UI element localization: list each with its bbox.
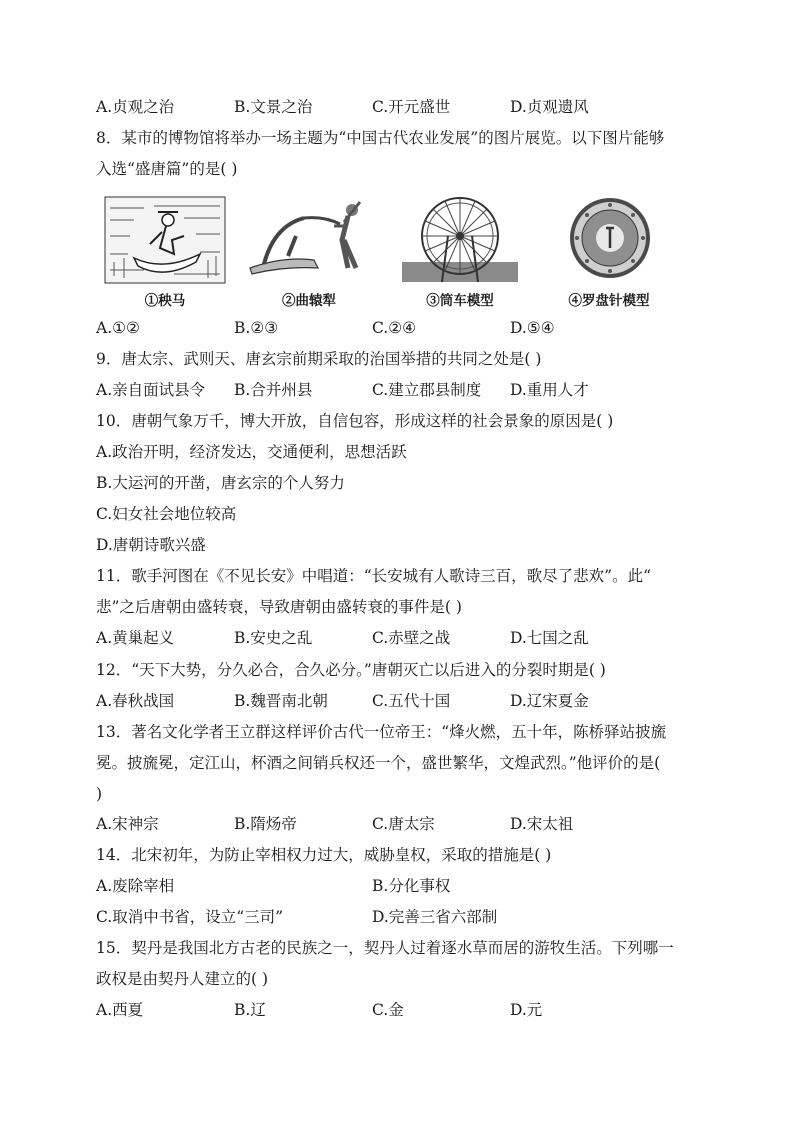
q7-options (96, 97, 716, 117)
question-11-text-cont: 悲”之后唐朝由盛转衰，导致唐朝由盛转衰的事件是( ) (96, 598, 462, 616)
figure-compass (548, 196, 678, 308)
option-b[interactable]: B.文景之治 (234, 98, 313, 116)
caption-curved-plow: ②曲辕犁 (282, 293, 336, 309)
option-c[interactable]: C.开元盛世 (372, 98, 451, 116)
option-b[interactable]: B.安史之乱 (234, 629, 313, 647)
question-8-text: 8．某市的博物馆将举办一场主题为“中国古代农业发展”的图片展览。以下图片能够 (96, 129, 665, 147)
q13-options (96, 814, 716, 834)
question-11-text: 11．歌手河图在《不见长安》中唱道：“长安城有人歌诗三百，歌尽了悲欢”。此“ (96, 567, 651, 585)
q11-options (96, 628, 716, 648)
option-c[interactable]: C.五代十国 (372, 692, 451, 710)
option-d[interactable]: D.贞观遗风 (510, 98, 589, 116)
option-a[interactable]: A.西夏 (96, 1001, 144, 1019)
compass-icon (548, 196, 672, 284)
option-a[interactable]: A.政治开明，经济发达，交通便利，思想活跃 (96, 443, 407, 461)
option-a[interactable]: A.贞观之治 (96, 98, 175, 116)
question-10-text: 10．唐朝气象万千，博大开放，自信包容，形成这样的社会景象的原因是( ) (96, 412, 614, 430)
option-a[interactable]: A.亲自面试县令 (96, 381, 206, 399)
figure-curved-plow (244, 196, 374, 308)
q9-options (96, 380, 716, 400)
option-d[interactable]: D.完善三省六部制 (372, 908, 498, 926)
option-a[interactable]: A.春秋战国 (96, 692, 175, 710)
question-14-text: 14．北宋初年，为防止宰相权力过大，威胁皇权，采取的措施是( ) (96, 846, 552, 864)
option-d[interactable]: D.唐朝诗歌兴盛 (96, 536, 206, 554)
option-b[interactable]: B.辽 (234, 1001, 266, 1019)
option-c[interactable]: C.妇女社会地位较高 (96, 505, 237, 523)
question-15-text-cont: 政权是由契丹人建立的( ) (96, 970, 269, 988)
option-d[interactable]: D.宋太祖 (510, 815, 574, 833)
option-b[interactable]: B.分化事权 (372, 877, 451, 895)
option-b[interactable]: B.隋炀帝 (234, 815, 297, 833)
question-13-text-cont: 冕。披旒冕，定江山，杯酒之间销兵权还一个，盛世繁华，文煌武烈。”他评价的是( (96, 754, 661, 772)
option-a[interactable]: A.黄巢起义 (96, 629, 175, 647)
caption-yangma: ①秧马 (144, 293, 186, 309)
option-a[interactable]: A.废除宰相 (96, 877, 175, 895)
option-b[interactable]: B.②③ (234, 319, 279, 337)
option-c[interactable]: C.取消中书省，设立“三司” (96, 908, 284, 926)
caption-waterwheel: ③筒车模型 (426, 293, 494, 309)
curved-plow-icon (244, 196, 374, 284)
option-d[interactable]: D.辽宋夏金 (510, 692, 589, 710)
option-c[interactable]: C.②④ (372, 319, 417, 337)
option-b[interactable]: B.合并州县 (234, 381, 313, 399)
q12-options (96, 691, 716, 711)
caption-compass: ④罗盘针模型 (568, 293, 650, 309)
q14-options-row1 (96, 876, 716, 896)
q8-options (96, 318, 716, 338)
option-a[interactable]: A.宋神宗 (96, 815, 159, 833)
option-a[interactable]: A.①② (96, 319, 140, 337)
option-c[interactable]: C.建立郡县制度 (372, 381, 482, 399)
q14-options-row2 (96, 907, 716, 927)
q8-figures (96, 196, 656, 308)
question-13-text: 13．著名文化学者王立群这样评价古代一位帝王：“烽火燃，五十年，陈桥驿站披旒 (96, 723, 667, 741)
q15-options (96, 1000, 716, 1020)
waterwheel-icon (398, 196, 522, 284)
question-15-text: 15．契丹是我国北方古老的民族之一，契丹人过着逐水草而居的游牧生活。下列哪一 (96, 939, 674, 957)
option-b[interactable]: B.大运河的开凿，唐玄宗的个人努力 (96, 474, 345, 492)
figure-waterwheel (398, 196, 528, 308)
question-12-text: 12．“天下大势，分久必合，合久必分。”唐朝灭亡以后进入的分裂时期是( ) (96, 661, 606, 679)
option-d[interactable]: D.元 (510, 1001, 543, 1019)
option-d[interactable]: D.重用人才 (510, 381, 589, 399)
yangma-icon (104, 196, 226, 284)
option-b[interactable]: B.魏晋南北朝 (234, 692, 328, 710)
option-d[interactable]: D.⑤④ (510, 319, 555, 337)
question-9-text: 9．唐太宗、武则天、唐玄宗前期采取的治国举措的共同之处是( ) (96, 350, 542, 368)
option-d[interactable]: D.七国之乱 (510, 629, 589, 647)
option-c[interactable]: C.金 (372, 1001, 404, 1019)
figure-yangma (104, 196, 234, 308)
question-8-text-cont: 入选“盛唐篇”的是( ) (96, 160, 238, 178)
option-c[interactable]: C.唐太宗 (372, 815, 435, 833)
option-c[interactable]: C.赤壁之战 (372, 629, 451, 647)
question-13-answer-paren: ) (96, 785, 103, 803)
